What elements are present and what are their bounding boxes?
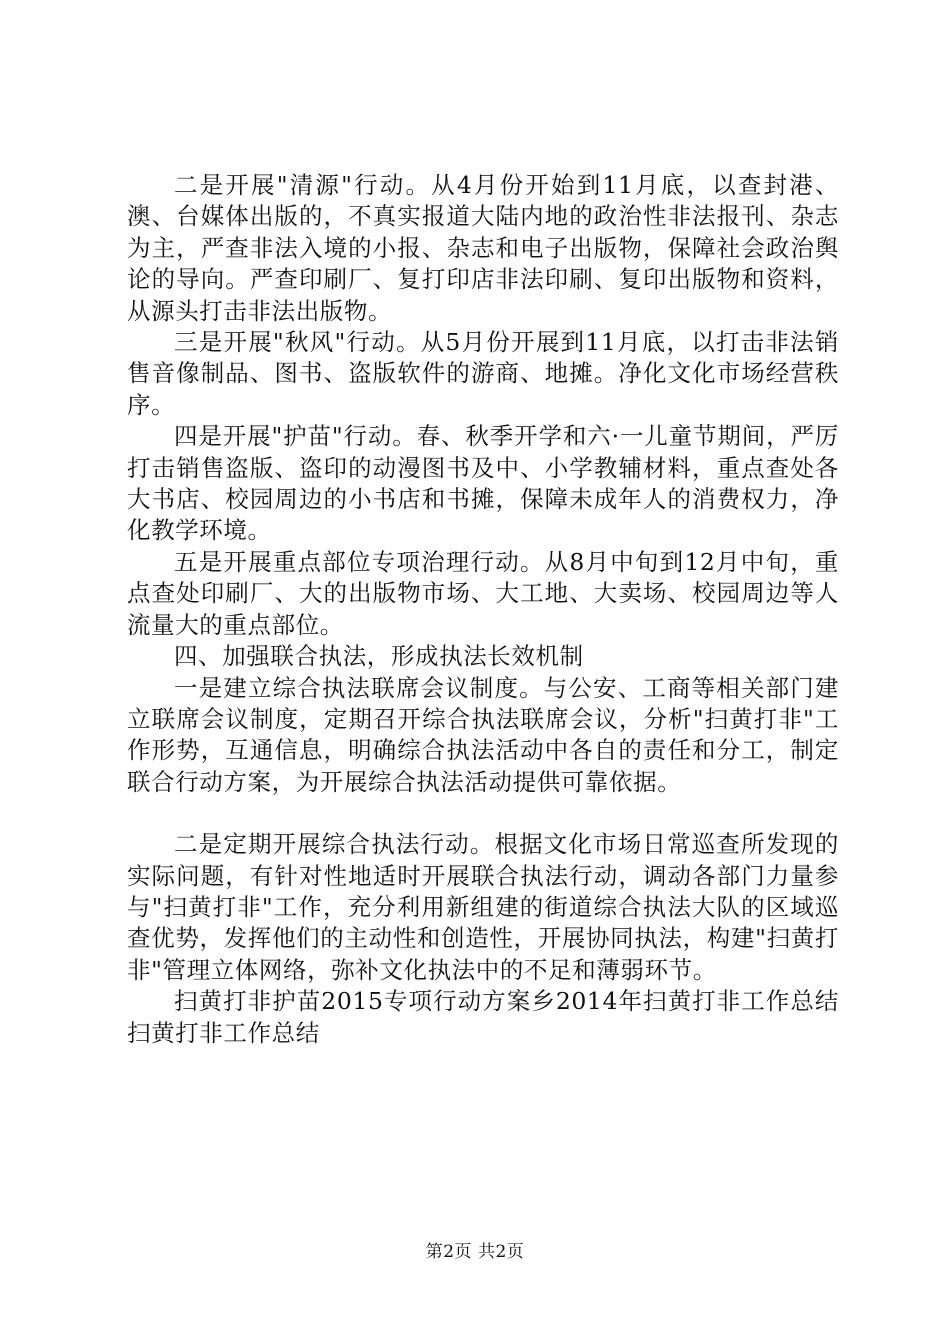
document-body bbox=[127, 170, 839, 1049]
page-number-footer: 第2页 共2页 bbox=[425, 1242, 525, 1262]
paragraph-related-titles: 扫黄打非护苗2015专项行动方案乡2014年扫黄打非工作总结扫黄打非工作总结 bbox=[127, 987, 839, 1047]
paragraph-qingyuan-action: 二是开展"清源"行动。从4月份开始到11月底，以查封港、澳、台媒体出版的，不真实报道大陆内地的政治性非法报刊、杂志为主，严查非法入境的小报、杂志和电子出版物，保障社会政治舆论的导向。严查印刷厂、复打印店非法印刷、复印出版物和资料，从源头打击非法出版物。 bbox=[127, 171, 839, 325]
paragraph-key-area-action: 五是开展重点部位专项治理行动。从8月中旬到12月中旬，重点查处印刷厂、大的出版物市场、大工地、大卖场、校园周边等人流量大的重点部位。 bbox=[127, 547, 839, 639]
paragraph-qiufeng-action: 三是开展"秋风"行动。从5月份开展到11月底，以打击非法销售音像制品、图书、盗版软件的游商、地摊。净化文化市场经营秩序。 bbox=[127, 328, 839, 419]
paragraph-joint-meeting-system: 一是建立综合执法联席会议制度。与公安、工商等相关部门建立联席会议制度，定期召开综合执法联席会议，分析"扫黄打非"工作形势，互通信息，明确综合执法活动中各自的责任和分工，制定联合行动方案，为开展综合执法活动提供可靠依据。 bbox=[127, 673, 839, 796]
paragraph-humiao-action: 四是开展"护苗"行动。春、秋季开学和六·一儿童节期间，严厉打击销售盗版、盗印的动漫图书及中、小学教辅材料，重点查处各大书店、校园周边的小书店和书摊，保障未成年人的消费权力，净化教学环境。 bbox=[127, 422, 839, 545]
paragraph-regular-joint-enforcement: 二是定期开展综合执法行动。根据文化市场日常巡查所发现的实际问题，有针对性地适时开展联合执法行动，调动各部门力量参与"扫黄打非"工作，充分利用新组建的街道综合执法大队的区域巡查优势，发挥他们的主动性和创造性，开展协同执法，构建"扫黄打非"管理立体网络，弥补文化执法中的不足和薄弱环节。 bbox=[127, 830, 839, 984]
section-heading-joint-enforcement: 四、加强联合执法，形成执法长效机制 bbox=[174, 642, 584, 671]
